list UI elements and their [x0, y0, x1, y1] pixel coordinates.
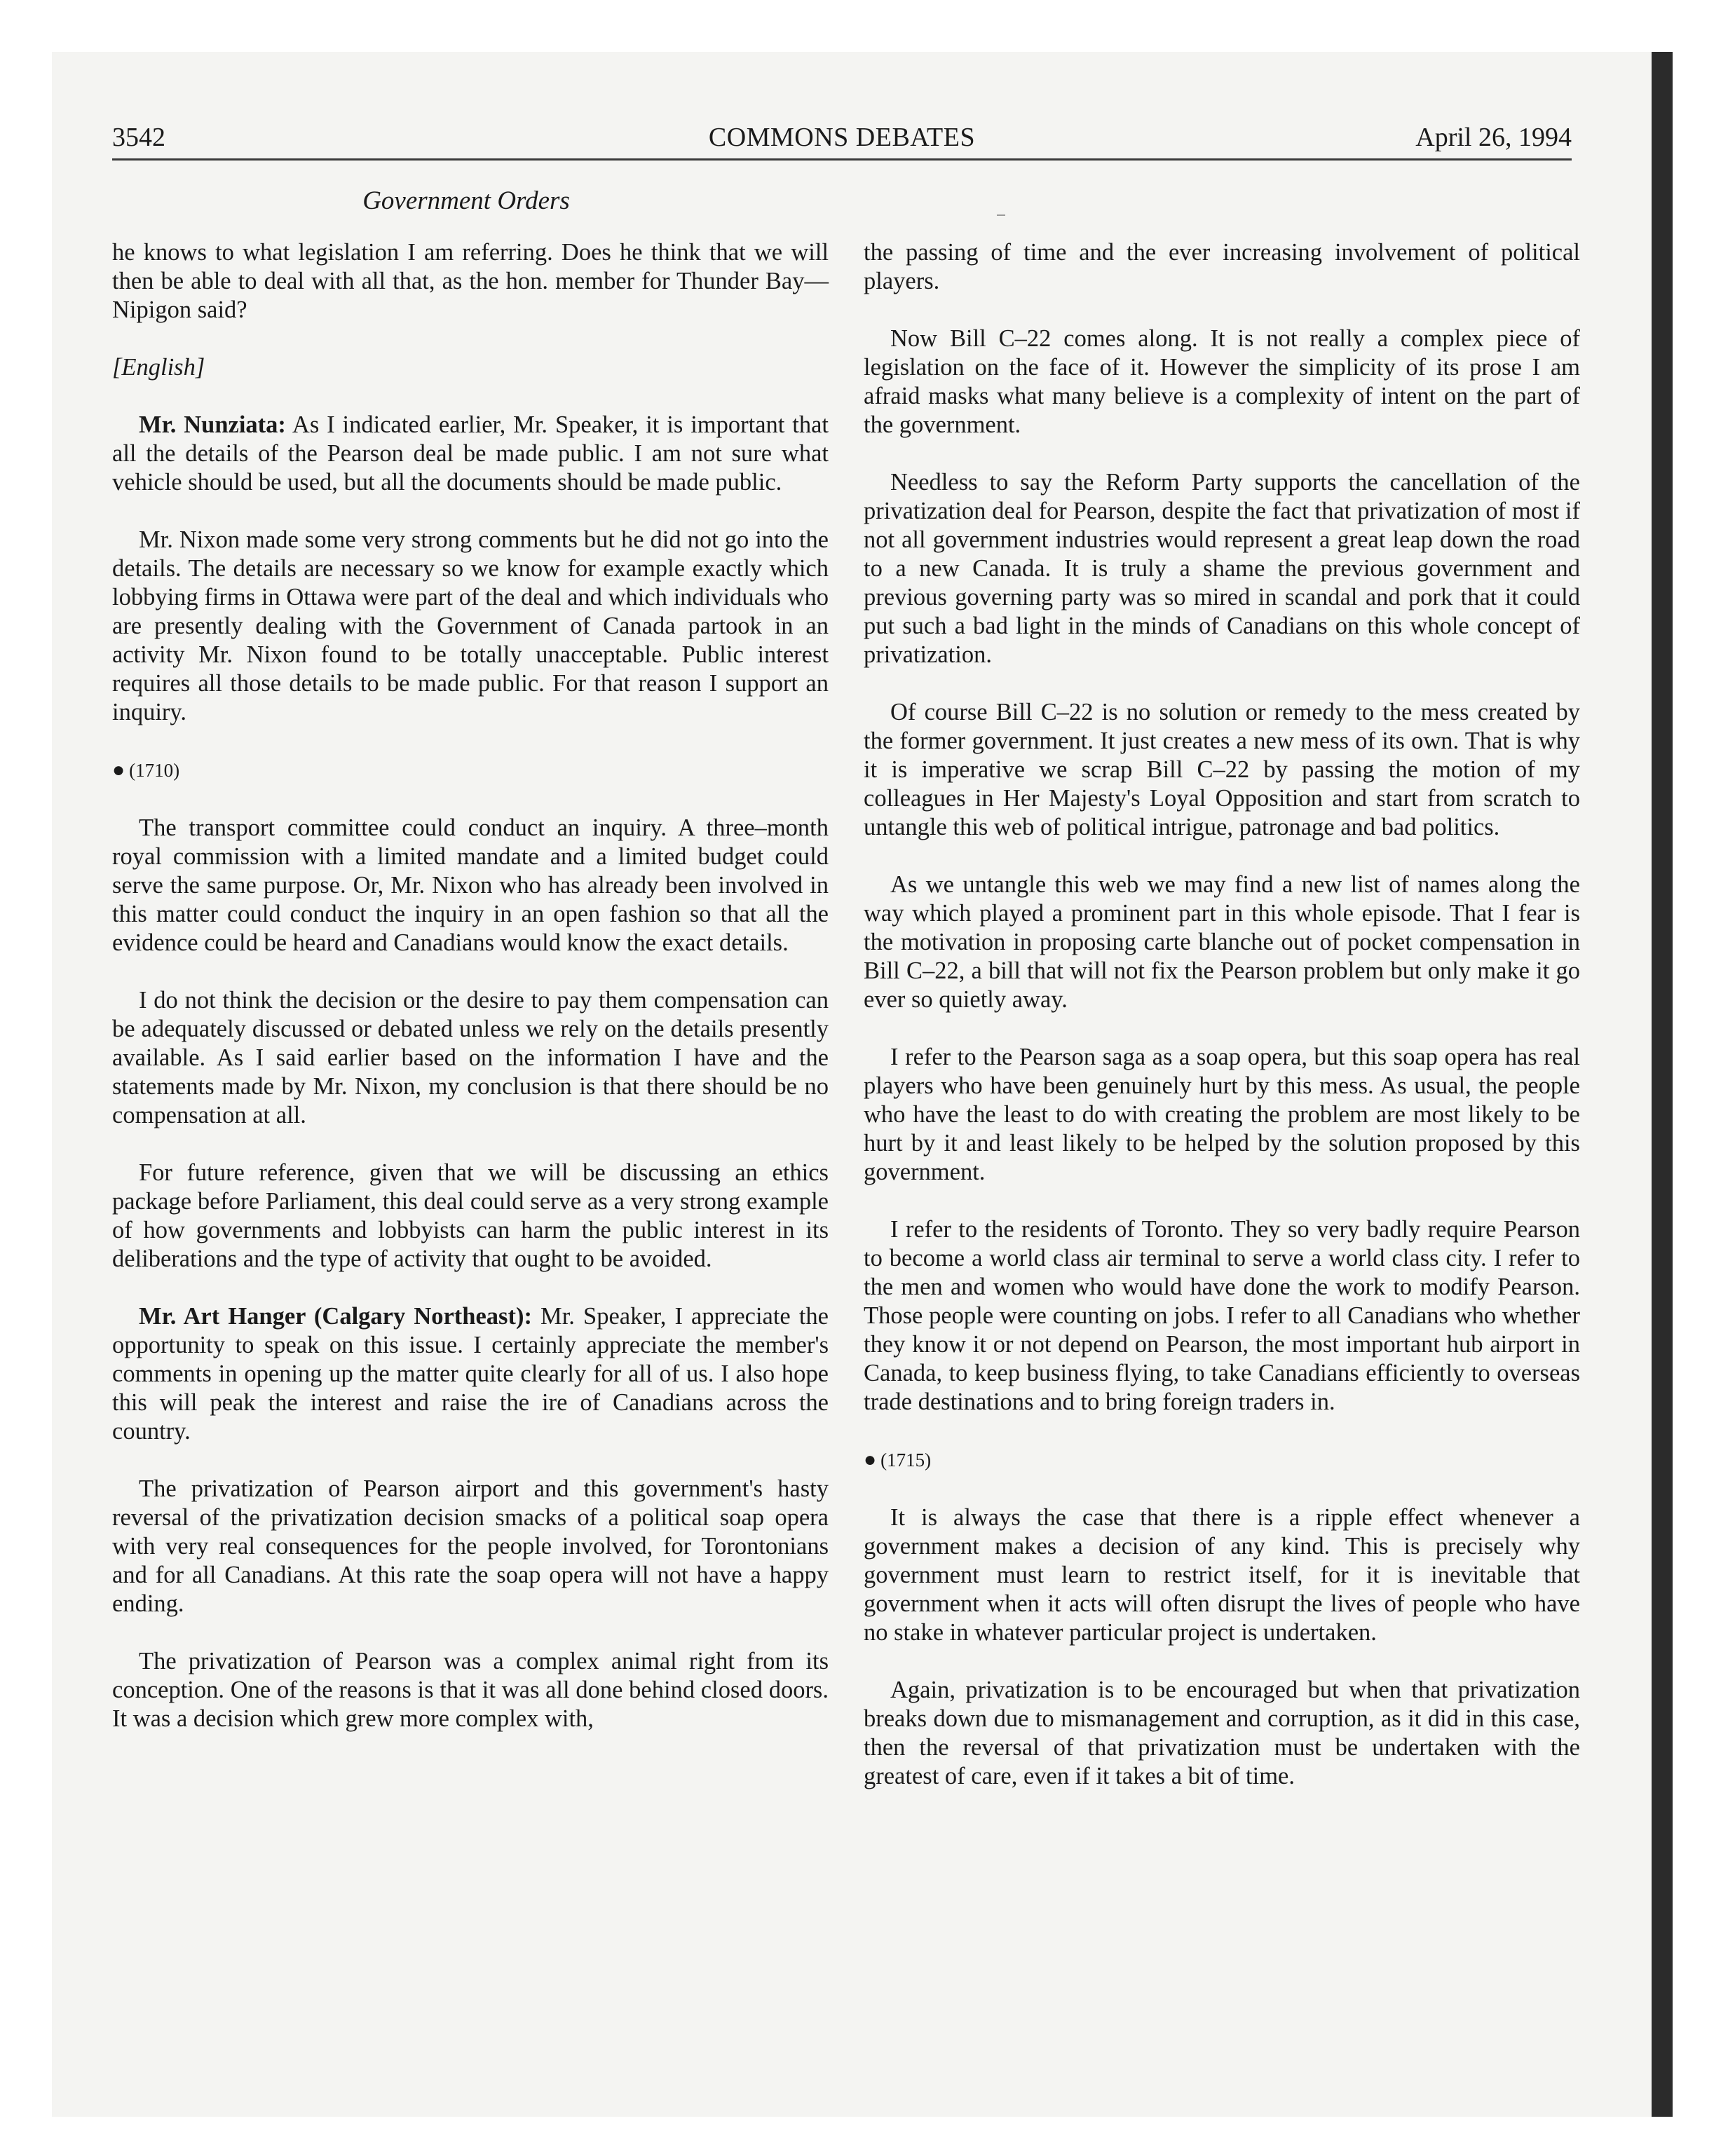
paragraph: I refer to the residents of Toronto. They so very badly require Pearson to become a world class air terminal to serve a world class city. I refer to the men and women who would have done the work to modify Pearson. Those people were counting on jobs. I refer to all Canadians who whether they know it or not depend on Pearson, the most important hub airport in Canada, to keep business flying, to take Canadians efficiently to overseas trade destinations and to bring foreign traders in.	[864, 1216, 1580, 1415]
speech-paragraph	[112, 1302, 829, 1446]
scan-edge-shadow	[1652, 52, 1673, 2117]
paragraph: I do not think the decision or the desire to pay them compensation can be adequately discussed or debated unless we rely on the details presently available. As I said earlier based on the information I have and the statements made by Mr. Nixon, my conclusion is that there should be no compensation at all.	[112, 987, 829, 1128]
paragraph: The privatization of Pearson was a complex animal right from its conception. One of the reasons is that it was all done behind closed doors. It was a decision which grew more complex with,	[112, 1648, 829, 1732]
paragraph: Mr. Nixon made some very strong comments but he did not go into the details. The details are necessary so we know for example exactly which lobbying firms in Ottawa were part of the deal and which individuals who are presently dealing with the Government of Canada partook in an activity Mr. Nixon found to be totally unacceptable. Public interest requires all those details to be made public. For that reason I support an inquiry.	[112, 526, 829, 725]
paragraph: Now Bill C–22 comes along. It is not really a complex piece of legislation on the face of it. However the simplicity of its prose I am afraid masks what many believe is a complexity of intent on the part of the government.	[864, 325, 1580, 438]
paragraph: Needless to say the Reform Party supports the cancellation of the privatization deal for Pearson, despite the fact that privatization of most if not all government industries would represent a great leap down the road to a new Canada. It is truly a shame the previous government and previous governing party was so mired in scandal and pork that it could put such a bad light in the minds of Canadians on this whole concept of privatization.	[864, 469, 1580, 668]
timestamp: (1715)	[880, 1449, 932, 1471]
paragraph: I refer to the Pearson saga as a soap opera, but this soap opera has real players who have been genuinely hurt by this mess. As usual, the people who have the least to do with creating the problem are most likely to be hurt by it and least likely to be helped by the solution proposed by this government.	[864, 1044, 1580, 1185]
header-rule	[112, 158, 1572, 161]
speaker-name: Mr. Nunziata:	[139, 411, 286, 438]
paragraph: For future reference, given that we will be discussing an ethics package before Parliament, this deal could serve as a very strong example of how governments and lobbyists can harm the public interest in its deliberations and the type of activity that ought to be avoided.	[112, 1159, 829, 1272]
bullet-icon: ●	[864, 1448, 877, 1471]
timestamp-marker	[112, 756, 829, 785]
speech-text: As I indicated earlier, Mr. Speaker, it is important that all the details of the Pearson deal be made public. I am not sure what vehicle should be used, but all the documents should be made public.	[112, 411, 829, 496]
paragraph: The privatization of Pearson airport and this government's hasty reversal of the privatization decision smacks of a political soap opera with very real consequences for the people involved, for Torontonians and for all Canadians. At this rate the soap opera will not have a happy ending.	[112, 1475, 829, 1617]
language-tag: [English]	[112, 354, 205, 381]
section-title: Government Orders	[362, 186, 570, 215]
running-header	[112, 116, 1572, 158]
speech-paragraph	[112, 411, 829, 497]
page-number: 3542	[112, 123, 165, 152]
paragraph: the passing of time and the ever increasing involvement of political players.	[864, 239, 1580, 294]
paragraph: As we untangle this web we may find a new list of names along the way which played a prominent part in this whole episode. That I fear is the motivation in proposing carte blanche out of pocket compensation in Bill C–22, a bill that will not fix the Pearson problem but only make it go ever so quietly away.	[864, 871, 1580, 1013]
paragraph: It is always the case that there is a ripple effect whenever a government makes a decision of any kind. This is precisely why government must learn to restrict itself, for it is inevitable that government when it acts will often disrupt the lives of people who have no stake in whatever particular project is undertaken.	[864, 1504, 1580, 1646]
right-column	[864, 238, 1580, 1791]
publication-title: COMMONS DEBATES	[708, 123, 976, 152]
bullet-icon: ●	[112, 758, 125, 782]
speaker-name: Mr. Art Hanger (Calgary Northeast):	[139, 1303, 532, 1330]
scan-speck	[997, 214, 1005, 216]
paragraph: Of course Bill C–22 is no solution or remedy to the mess created by the former government. It just creates a new mess of its own. That is why it is imperative we scrap Bill C–22 by passing the motion of my colleagues in Her Majesty's Loyal Opposition and start from scratch to untangle this web of political intrigue, patronage and bad politics.	[864, 699, 1580, 840]
speech-text: Mr. Speaker, I appreciate the opportunity to speak on this issue. I certainly appreciate the member's comments in opening up the matter quite clearly for all of us. I also hope this will peak the interest and raise the ire of Canadians across the country.	[112, 1303, 829, 1445]
left-column	[112, 238, 829, 1733]
paragraph: Again, privatization is to be encouraged but when that privatization breaks down due to mismanagement and corruption, as it did in this case, then the reversal of that privatization must be undertaken with the greatest of care, even if it takes a bit of time.	[864, 1677, 1580, 1789]
paragraph: The transport committee could conduct an inquiry. A three–month royal commission with a limited mandate and a limited budget could serve the same purpose. Or, Mr. Nixon who has already been involved in this matter could conduct the inquiry in an open fashion so that all the evidence could be heard and Canadians would know the exact details.	[112, 814, 829, 956]
paragraph: he knows to what legislation I am referring. Does he think that we will then be able to deal with all that, as the hon. member for Thunder Bay—Nipigon said?	[112, 239, 829, 323]
page-date: April 26, 1994	[1415, 123, 1572, 152]
timestamp: (1710)	[129, 760, 180, 781]
timestamp-marker	[864, 1445, 1580, 1475]
